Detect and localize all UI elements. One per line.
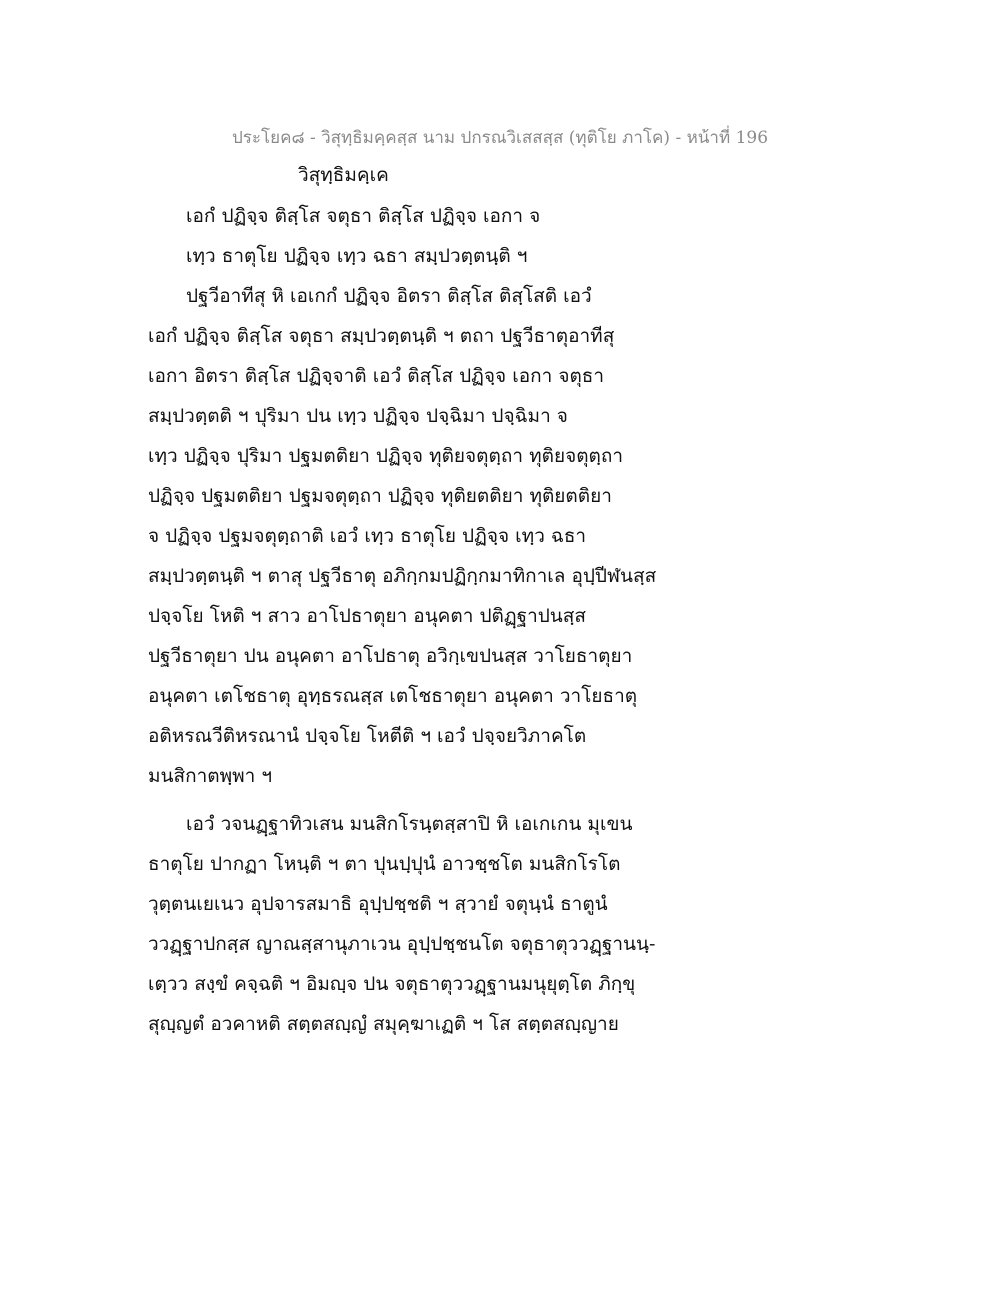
text-line: ปจฺจโย โหติ ฯ สาว อาโปธาตุยา อนุคตา ปติฏฺฐาปนสฺส (148, 605, 586, 627)
text-line: เอกํ ปฏิจฺจ ติสฺโส จตุธา ติสฺโส ปฏิจฺจ เอกา จ (186, 205, 541, 227)
body-text (148, 196, 788, 1044)
text-line: เอกํ ปฏิจฺจ ติสฺโส จตุธา สมฺปวตฺตนฺติ ฯ ตถา ปฐวีธาตุอาทีสุ (148, 325, 615, 347)
text-line: เอกา อิตรา ติสฺโส ปฏิจฺจาติ เอวํ ติสฺโส ปฏิจฺจ เอกา จตุธา (148, 365, 605, 387)
text-line: จ ปฏิจฺจ ปฐมจตุตฺถาติ เอวํ เทฺว ธาตุโย ปฏิจฺจ เทฺว ฉธา (148, 525, 587, 547)
text-line: ธาตุโย ปากฏา โหนฺติ ฯ ตา ปุนปฺปุนํ อาวชฺชโต มนสิกโรโต (148, 853, 621, 875)
text-line: เตฺวว สงฺขํ คจฺฉติ ฯ อิมญฺจ ปน จตุธาตุววฏฺฐานมนุยุตฺโต ภิกฺขุ (148, 973, 636, 995)
text-line: อติหรณวีติหรณานํ ปจฺจโย โหตีติ ฯ เอวํ ปจฺจยวิภาคโต (148, 725, 587, 747)
text-line: ปฐวีธาตุยา ปน อนุคตา อาโปธาตุ อวิกฺเขปนสฺส วาโยธาตุยา (148, 645, 633, 667)
text-line: เทฺว ธาตุโย ปฏิจฺจ เทฺว ฉธา สมฺปวตฺตนฺติ ฯ (186, 245, 528, 267)
text-line: เทฺว ปฏิจฺจ ปุริมา ปฐมตติยา ปฏิจฺจ ทุติยจตุตฺถา ทุติยจตุตฺถา (148, 445, 624, 467)
text-line: มนสิกาตพฺพา ฯ (148, 765, 273, 787)
text-line: สมฺปวตฺตนฺติ ฯ ตาสุ ปฐวีธาตุ อภิกฺกมปฏิกฺกมาทิกาเล อุปฺปีฬนสฺส (148, 565, 657, 587)
text-line: ววฏฺฐาปกสฺส ญาณสฺสานุภาเวน อุปฺปชฺชนโต จตุธาตุววฏฺฐานนฺ- (148, 933, 656, 955)
paragraph-start-line: เอวํ วจนฏฺฐาทิวเสน มนสิกโรนฺตสฺสาปิ หิ เอเกเกน มุเขน (186, 813, 633, 835)
text-line: สมฺปวตฺตติ ฯ ปุริมา ปน เทฺว ปฏิจฺจ ปจฺฉิมา ปจฺฉิมา จ (148, 405, 568, 427)
text-line: อนุคตา เตโชธาตุ อุทฺธรณสฺส เตโชธาตุยา อนุคตา วาโยธาตุ (148, 685, 638, 707)
text-line: สุญฺญตํ อวคาหติ สตฺตสญฺญํ สมุคฺฆาเฏติ ฯ โส สตฺตสญฺญาย (148, 1013, 619, 1035)
section-title: วิสุทฺธิมคฺเค (298, 164, 389, 186)
text-line: วุตฺตนเยเนว อุปจารสมาธิ อุปฺปชฺชติ ฯ สฺวายํ จตุนฺนํ ธาตูนํ (148, 893, 608, 915)
text-line: ปฏิจฺจ ปฐมตติยา ปฐมจตุตฺถา ปฏิจฺจ ทุติยตติยา ทุติยตติยา (148, 485, 612, 507)
paragraph-start-line: ปฐวีอาทีสุ หิ เอเกกํ ปฏิจฺจ อิตรา ติสฺโส ติสฺโสติ เอวํ (186, 285, 592, 307)
page-header: ประโยค๘ - วิสุทฺธิมคฺคสฺส นาม ปกรณวิเสสสฺส (ทุติโย ภาโค) - หน้าที่ 196 (231, 128, 769, 148)
